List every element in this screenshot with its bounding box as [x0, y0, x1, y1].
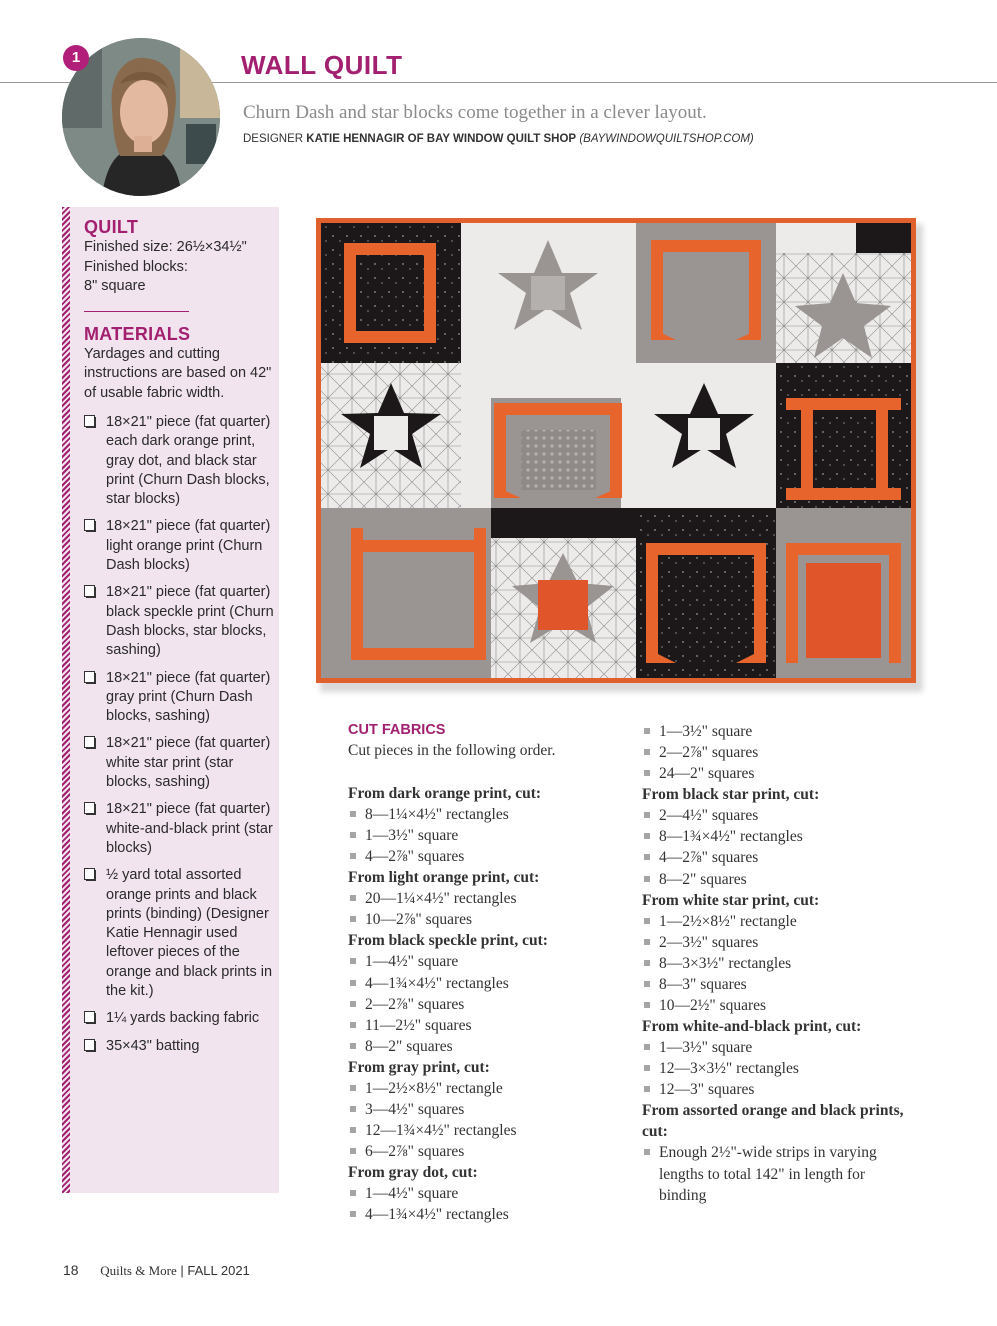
- sidebar-stripe: [62, 207, 70, 1193]
- designer-credit: [243, 133, 754, 145]
- cut-item: 1—2½×8½" rectangle: [348, 1078, 618, 1099]
- checkbox-icon: [84, 1039, 96, 1052]
- materials-intro: Yardages and cutting instructions are based on 42" of usable fabric width.: [84, 345, 272, 401]
- materials-list: [84, 413, 274, 1056]
- sidebar-divider: [84, 311, 189, 312]
- cut-item: 3—4½" squares: [348, 1099, 618, 1120]
- page-footer: [63, 1262, 250, 1279]
- cut-item: 8—2" squares: [642, 869, 912, 890]
- material-item: 18×21" piece (fat quarter) black speckle print (Churn Dash blocks, star blocks, sashing): [84, 583, 274, 660]
- quilt-illustration: [316, 218, 916, 683]
- credit-prefix: DESIGNER: [243, 133, 307, 145]
- cut-list: [348, 1078, 618, 1162]
- material-item: 18×21" piece (fat quarter) white star print (star blocks, sashing): [84, 734, 274, 792]
- cut-item: 12—3" squares: [642, 1079, 912, 1100]
- cut-item: 1—2½×8½" rectangle: [642, 911, 912, 932]
- material-item: 18×21" piece (fat quarter) gray print (Churn Dash blocks, sashing): [84, 669, 274, 727]
- finished-blocks-label: Finished blocks:: [84, 258, 188, 275]
- finished-size: Finished size: 26½×34½": [84, 239, 247, 255]
- block-churn-dash-5: [321, 508, 491, 678]
- finished-blocks-value: 8" square: [84, 278, 146, 294]
- cut-item: 12—1¾×4½" rectangles: [348, 1120, 618, 1141]
- cut-group-title: From gray print, cut:: [348, 1058, 490, 1076]
- material-item: 1¼ yards backing fabric: [84, 1009, 274, 1028]
- quilt-photo: [316, 218, 921, 688]
- cut-item: 10—2½" squares: [642, 995, 912, 1016]
- cut-item: 6—2⅞" squares: [348, 1141, 618, 1162]
- cut-item: 1—3½" square: [642, 721, 912, 742]
- cut-group-title: From light orange print, cut:: [348, 869, 540, 887]
- cut-item: 2—3½" squares: [642, 932, 912, 953]
- cut-list: [642, 911, 912, 1016]
- checkbox-icon: [84, 671, 96, 684]
- checkbox-icon: [84, 802, 96, 815]
- checkbox-icon: [84, 415, 96, 428]
- step-badge: 1: [63, 45, 89, 71]
- cut-column-2: [642, 721, 912, 1206]
- cut-group-title: From black speckle print, cut:: [348, 932, 548, 950]
- cut-item: 1—3½" square: [348, 825, 618, 846]
- cut-list: [642, 1142, 912, 1205]
- cut-group-title: From black star print, cut:: [642, 786, 820, 804]
- cut-heading: CUT FABRICS: [348, 722, 446, 738]
- cut-list: [348, 1183, 618, 1225]
- materials-heading: MATERIALS: [84, 323, 191, 344]
- block-churn-dash-4: [776, 363, 911, 508]
- cut-item: 2—2⅞" squares: [642, 742, 912, 763]
- cut-column-1: [348, 721, 618, 1226]
- cut-group-title: From white-and-black print, cut:: [642, 1018, 862, 1036]
- block-star-1: [461, 223, 636, 363]
- cut-item: 4—1¾×4½" rectangles: [348, 973, 618, 994]
- cut-item: 8—2" squares: [348, 1036, 618, 1057]
- material-item: 18×21" piece (fat quarter) each dark orange print, gray dot, and black star print (Churn Dash blocks, star blocks): [84, 413, 274, 509]
- block-star-5: [491, 538, 636, 678]
- checkbox-icon: [84, 1011, 96, 1024]
- cut-item: 10—2⅞" squares: [348, 909, 618, 930]
- cut-item: 11—2½" squares: [348, 1015, 618, 1036]
- block-churn-dash-6: [636, 508, 776, 678]
- block-churn-dash-1: [321, 223, 461, 363]
- checkbox-icon: [84, 519, 96, 532]
- block-star-2: [776, 223, 911, 363]
- cut-list: [642, 1037, 912, 1100]
- cut-list: [348, 951, 618, 1056]
- credit-site: (BAYWINDOWQUILTSHOP.COM): [579, 133, 754, 145]
- material-item: 35×43" batting: [84, 1037, 274, 1056]
- cut-intro: Cut pieces in the following order.: [348, 742, 556, 759]
- materials-sidebar: [62, 207, 279, 1193]
- cut-item: 1—4½" square: [348, 951, 618, 972]
- page-subtitle: Churn Dash and star blocks come together in a clever layout.: [243, 102, 707, 123]
- cut-item: 8—1¼×4½" rectangles: [348, 804, 618, 825]
- checkbox-icon: [84, 868, 96, 881]
- checkbox-icon: [84, 736, 96, 749]
- cut-list: [642, 721, 912, 784]
- cut-group-title: From assorted orange and black prints, cut:: [642, 1102, 904, 1141]
- credit-name: KATIE HENNAGIR OF BAY WINDOW QUILT SHOP: [306, 133, 577, 145]
- cut-list: [642, 805, 912, 889]
- page-title: WALL QUILT: [241, 50, 403, 80]
- material-item: 18×21" piece (fat quarter) light orange print (Churn Dash blocks): [84, 517, 274, 575]
- cut-item: Enough 2½"-wide strips in varying lengths to total 142" in length for binding: [642, 1142, 912, 1205]
- cut-list: [348, 888, 618, 930]
- cut-item: 8—1¾×4½" rectangles: [642, 826, 912, 847]
- cut-item: 4—2⅞" squares: [642, 847, 912, 868]
- block-star-3: [321, 363, 461, 508]
- block-star-4: [636, 363, 776, 508]
- issue-label: FALL 2021: [187, 1263, 250, 1278]
- cut-list: [348, 804, 618, 867]
- cut-item: 2—4½" squares: [642, 805, 912, 826]
- cut-item: 1—4½" square: [348, 1183, 618, 1204]
- material-item: ½ yard total assorted orange prints and black prints (binding) (Designer Katie Hennagir used leftover pieces of the orange and black prints in the kit.): [84, 866, 274, 1001]
- cut-group-title: From gray dot, cut:: [348, 1164, 478, 1182]
- block-churn-dash-7: [776, 508, 911, 678]
- cut-item: 8—3" squares: [642, 974, 912, 995]
- cut-item: 24—2" squares: [642, 763, 912, 784]
- cut-item: 2—2⅞" squares: [348, 994, 618, 1015]
- cut-group-title: From white star print, cut:: [642, 891, 820, 909]
- cut-item: 12—3×3½" rectangles: [642, 1058, 912, 1079]
- block-churn-dash-2: [636, 223, 776, 363]
- cut-group-title: From dark orange print, cut:: [348, 785, 542, 802]
- cut-item: 20—1¼×4½" rectangles: [348, 888, 618, 909]
- cut-item: 1—3½" square: [642, 1037, 912, 1058]
- block-churn-dash-3: [461, 363, 636, 508]
- footer-separator: |: [176, 1263, 188, 1278]
- checkbox-icon: [84, 585, 96, 598]
- page-number: 18: [63, 1262, 79, 1278]
- material-item: 18×21" piece (fat quarter) white-and-black print (star blocks): [84, 800, 274, 858]
- cut-item: 4—2⅞" squares: [348, 846, 618, 867]
- cut-item: 8—3×3½" rectangles: [642, 953, 912, 974]
- cut-item: 4—1¾×4½" rectangles: [348, 1204, 618, 1225]
- magazine-name: Quilts & More: [100, 1263, 177, 1278]
- quilt-heading: QUILT: [84, 217, 139, 237]
